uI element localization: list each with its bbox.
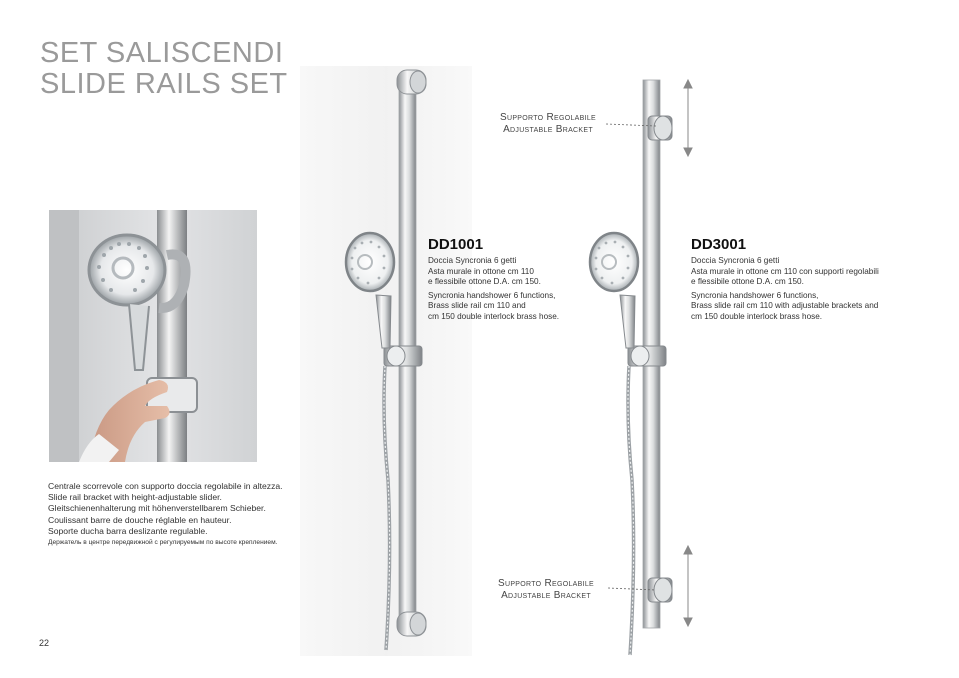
dd3001-bottom-bracket <box>648 578 672 602</box>
product-desc-it-2: Asta murale in ottone cm 110 <box>428 266 534 276</box>
top-bracket-label <box>500 112 596 136</box>
product-desc-en-3: cm 150 double interlock brass hose. <box>691 311 823 321</box>
dd1001-handshower <box>346 233 394 650</box>
dd1001-slider <box>384 346 422 366</box>
product-desc-it-3: e flessibile ottone D.A. cm 150. <box>691 277 804 287</box>
dd3001-slider <box>628 346 666 366</box>
product-desc-en-3: cm 150 double interlock brass hose. <box>428 311 560 321</box>
product-desc-en-1: Syncronia handshower 6 functions, <box>691 290 819 300</box>
product-desc-it-1: Doccia Syncronia 6 getti <box>428 256 517 265</box>
product-code: DD1001 <box>428 236 484 253</box>
product-dd1001 <box>428 236 559 323</box>
product-dd3001 <box>691 236 879 323</box>
caption-line-ru: Держатель в центре передвижной с регулируемым по высоте креплением. <box>48 539 278 547</box>
title-line-2: SLIDE RAILS SET <box>40 68 288 100</box>
dd3001-handshower <box>590 233 638 655</box>
product-desc-it-2: Asta murale in ottone cm 110 con supporti regolabili <box>691 266 879 276</box>
product-desc-en-1: Syncronia handshower 6 functions, <box>428 290 556 300</box>
caption-line-it: Centrale scorrevole con supporto doccia regolabile in altezza. <box>48 481 283 491</box>
bottom-bracket-label-it: Supporto Regolabile <box>498 578 595 589</box>
dd3001-top-bracket <box>648 116 672 140</box>
top-bracket-label-en: Adjustable Bracket <box>503 124 593 135</box>
product-desc-it-3: e flessibile ottone D.A. cm 150. <box>428 277 541 287</box>
caption-line-de: Gleitschienenhalterung mit höhenverstellbarem Schieber. <box>48 503 266 514</box>
top-bracket-label-it: Supporto Regolabile <box>500 112 597 123</box>
product-code: DD3001 <box>691 236 747 253</box>
caption-line-es: Soporte ducha barra deslizante regulable. <box>48 525 208 536</box>
product-desc-en-2: Brass slide rail cm 110 with adjustable brackets and <box>691 301 879 311</box>
title-line-1: SET SALISCENDI <box>40 37 284 69</box>
product-desc-en-2: Brass slide rail cm 110 and <box>428 301 526 311</box>
product-desc-it-1: Doccia Syncronia 6 getti <box>691 256 780 265</box>
caption-line-fr: Coulissant barre de douche réglable en hauteur. <box>48 514 232 525</box>
bottom-bracket-label <box>498 578 594 602</box>
bottom-bracket-label-en: Adjustable Bracket <box>501 590 591 601</box>
caption-line-en: Slide rail bracket with height-adjustable slider. <box>48 492 222 503</box>
page-number: 22 <box>39 638 50 648</box>
height-adjust-arrows <box>684 80 692 626</box>
